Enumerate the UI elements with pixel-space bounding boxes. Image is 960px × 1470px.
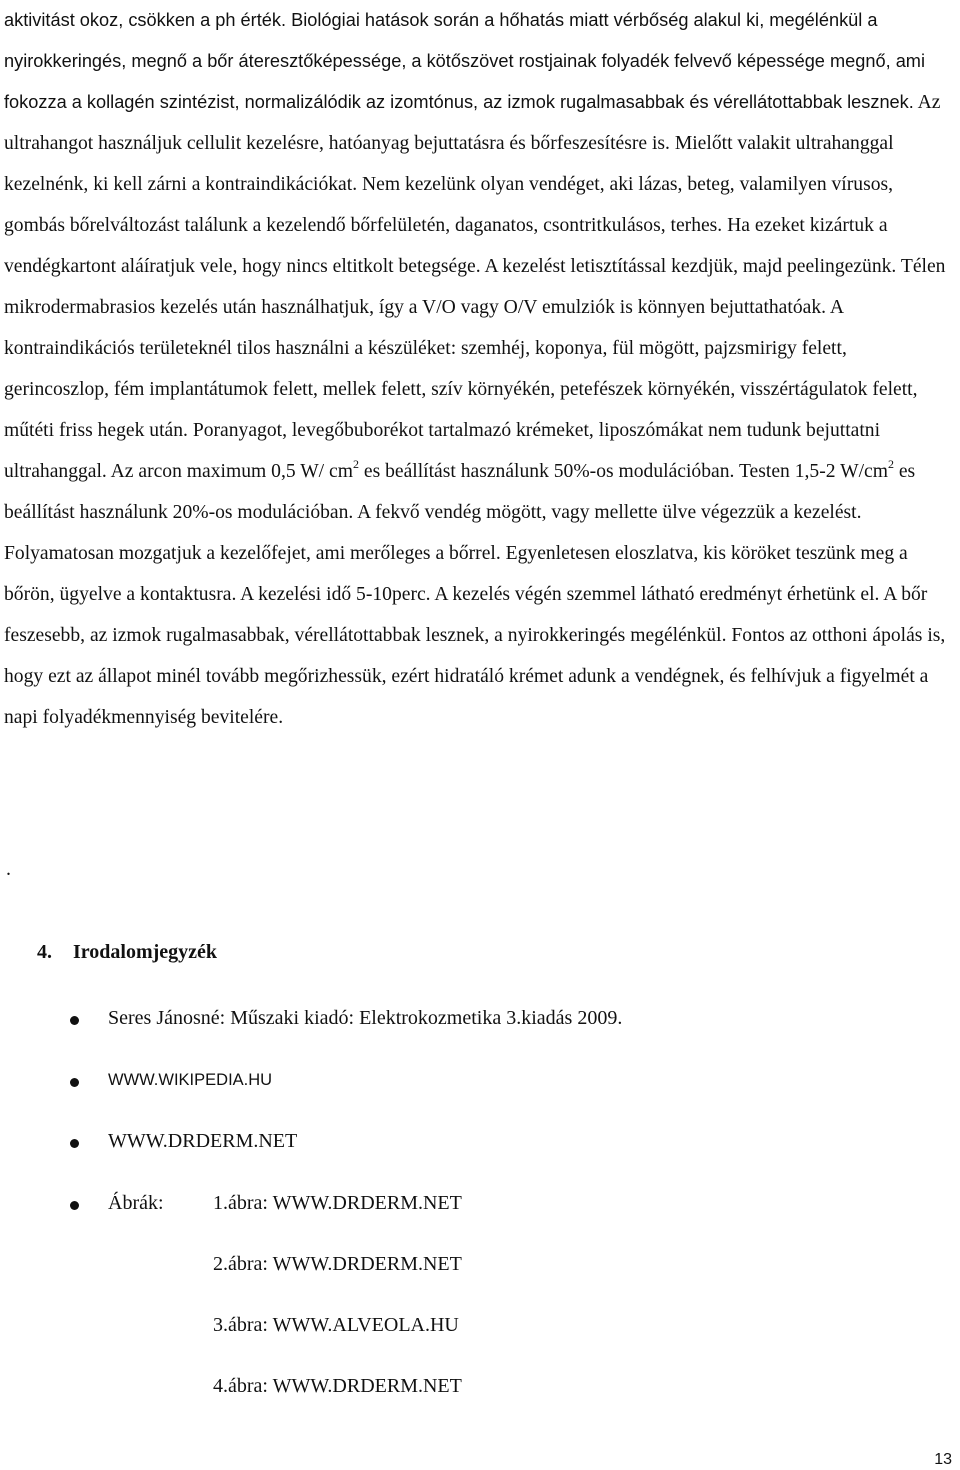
sentence-usage: Az ultrahangot használjuk cellulit kezelésre, hatóanyag bejuttatásra és bőrfeszesítésre is. [4,92,941,154]
superscript-2: 2 [887,457,894,471]
sentence-procedure: es beállítást használunk 20%-os modulációban. A fekvő vendég mögött, vagy mellette ülve végezzük a kezelést. Folyamatosan mozgatjuk a kezelőfejet, ami merőleges a bőrrel. Egyenletesen eloszlatva, kis köröket teszünk meg a bőrön, ügyelve a kontaktusra. A kezelési idő 5-10perc. A kezelés végén szemmel látható eredményt érhetünk el. A bőr feszesebb, az izmok rugalmasabbak, vérellátottabbak lesznek, a nyirokkeringés megélénkül. Fontos az otthoni ápolás is, hogy ezt az állapot minél tovább megőrizhessük, ezért hidratáló krémet adunk a vendégnek, és felhívjuk a figyelmét a napi folyadékmennyiség bevitelére. [4,461,946,728]
sentence-biological-effects: Biológiai hatások során a hőhatás miatt vérbőség alakul ki, megélénkül a nyirokkeringés, megnő a bőr áteresztőképessége, a kötőszövet rostjainak folyadék felvevő képessége megnő, ami fokozza a kollagén szintézist, normalizálódik az izomtónus, az izmok rugalmasabbak és vérellátottabbak lesznek. [4,10,925,112]
sentence-contraindications: Mielőtt valakit ultrahanggal kezelnénk, ki kell zárni a kontraindikációkat. [4,133,894,195]
superscript-1: 2 [352,457,359,471]
figure-source: 3.ábra: WWW.ALVEOLA.HU [213,1314,459,1336]
figures-label: Ábrák: [108,1192,164,1214]
figure-source: 1.ábra: WWW.DRDERM.NET [213,1192,462,1214]
sentence-treatment-details: Nem kezelünk olyan vendéget, aki lázas, beteg, valamilyen vírusos, gombás bőrelváltozást találunk a kezelendő bőrfelületén, daganatos, csontritkulásos, terhes. Ha ezeket kizártuk a vendégkartont aláíratjuk vele, hogy nincs eltitkolt betegsége. A kezelést letisztítással kezdjük, majd peelingezünk. Télen mikrodermabrasios kezelés után használhatjuk, így a V/O vagy O/V emulziók is könnyen bejuttathatóak. A kontraindikációs területeknél tilos használni a készüléket: szemhéj, koponya, fül mögött, pajzsmirigy felett, gerincoszlop, fém implantátumok felett, mellek felett, szív környékén, petefészek környékén, visszértágulatok felett, műtéti friss hegek után. Poranyagot, levegőbuborékot tartalmazó krémeket, liposzómákat nem tudunk bejuttatni ultrahanggal. Az arcon maximum 0,5 W/ cm [4,174,946,482]
bullet-icon [70,1201,79,1210]
section-title: Irodalomjegyzék [73,941,218,963]
bullet-icon [70,1016,79,1025]
page-number: 13 [934,1451,952,1468]
reference-text: Seres Jánosné: Műszaki kiadó: Elektrokozmetika 3.kiadás 2009. [108,1007,623,1029]
body-paragraph [4,0,949,738]
figure-source: 4.ábra: WWW.DRDERM.NET [213,1375,462,1397]
reference-text: WWW.DRDERM.NET [108,1130,298,1152]
sentence-body-setting: es beállítást használunk 50%-os modulációban. Testen 1,5-2 W/cm [358,461,888,482]
bullet-icon [70,1139,79,1148]
section-number: 4. [37,941,52,963]
reference-text: WWW.WIKIPEDIA.HU [108,1071,273,1089]
section-heading [37,941,217,964]
stray-dot: . [6,858,11,880]
figure-source: 2.ábra: WWW.DRDERM.NET [213,1253,462,1275]
bullet-icon [70,1078,79,1087]
sentence-activity: aktivitást okoz, csökken a ph érték. [4,10,287,30]
